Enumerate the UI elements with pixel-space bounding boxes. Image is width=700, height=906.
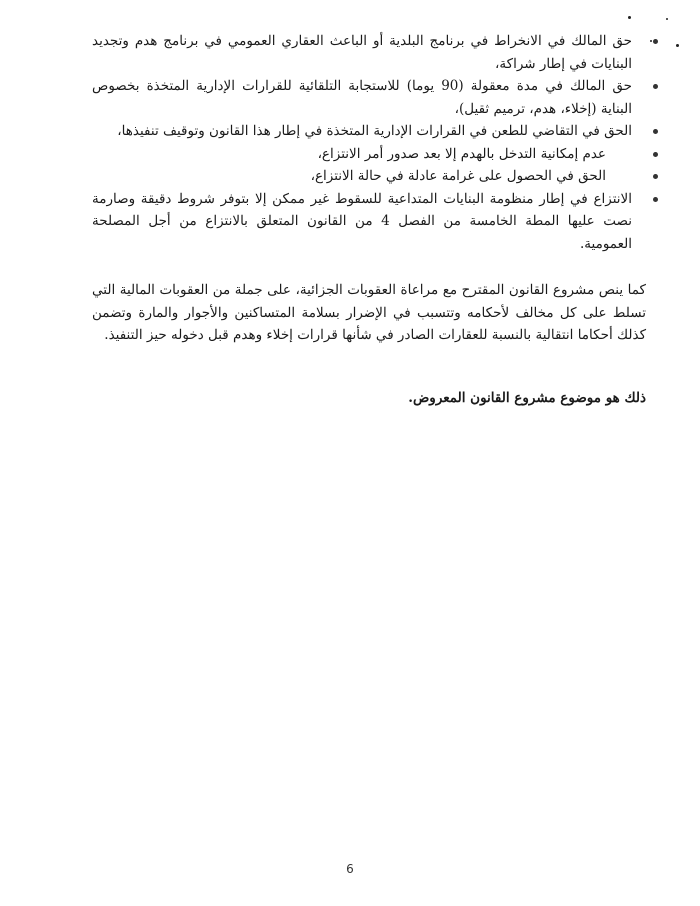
list-item <box>92 30 646 75</box>
page-number: 6 <box>346 862 354 876</box>
rights-list <box>92 30 646 255</box>
bullet-icon <box>653 174 658 179</box>
list-item-text: حق المالك في الانخراط في برنامج البلدية أو الباعث العقاري العمومي في برنامج هدم وتجديد البنايات في إطار شراكة، <box>92 33 632 72</box>
scan-speck <box>650 40 652 42</box>
penalties-paragraph: كما ينص مشروع القانون المقترح مع مراعاة العقوبات الجزائية، على جملة من العقوبات المالية التي تسلط على كل مخالف لأحكامه وتتسبب في الإضرار بسلامة المتساكنين والأجوار والمارة وتضمن كذلك أحكاما انتقالية بالنسبة للعقارات الصادر في شأنها قرارات إخلاء وهدم قبل دخوله حيز التنفيذ. <box>92 282 646 343</box>
scan-speck <box>676 44 679 47</box>
bullet-icon <box>653 197 658 202</box>
document-body <box>92 30 646 423</box>
list-item <box>92 188 646 256</box>
list-item <box>92 143 646 166</box>
scan-speck <box>666 18 668 20</box>
closing-statement: ذلك هو موضوع مشروع القانون المعروض. <box>408 389 646 406</box>
list-item-text: الحق في الحصول على غرامة عادلة في حالة الانتزاع، <box>310 168 606 184</box>
list-item <box>92 75 646 120</box>
list-item <box>92 165 646 188</box>
list-item <box>92 120 646 143</box>
list-item-text: الانتزاع في إطار منظومة البنايات المتداعية للسقوط غير ممكن إلا بتوفر شروط دقيقة وصارمة نصت عليها المطة الخامسة من الفصل 4 من القانون المتعلق بالانتزاع من أجل المصلحة العمومية. <box>92 190 633 252</box>
bullet-icon <box>653 84 658 89</box>
bullet-icon <box>653 152 658 157</box>
scan-speck <box>628 16 631 19</box>
list-item-text: الحق في التقاضي للطعن في القرارات الإدارية المتخذة في إطار هذا القانون وتوقيف تنفيذها، <box>117 123 632 139</box>
bullet-icon <box>653 129 658 134</box>
bullet-icon <box>653 39 658 44</box>
list-item-text: عدم إمكانية التدخل بالهدم إلا بعد صدور أمر الانتزاع، <box>317 145 606 162</box>
list-item-text: حق المالك في مدة معقولة (90 يوما) للاستجابة التلقائية للقرارات الإدارية المتخذة بخصوص البناية (إخلاء، هدم، ترميم ثقيل)، <box>92 78 632 117</box>
